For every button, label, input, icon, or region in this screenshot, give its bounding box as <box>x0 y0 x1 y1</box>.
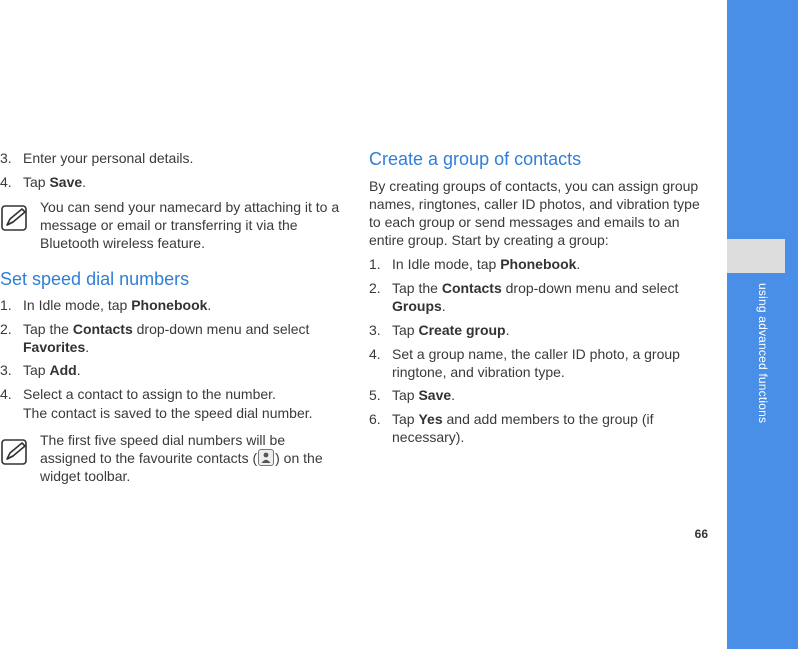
step-text: In Idle mode, tap Phonebook. <box>23 297 212 313</box>
step-text: Tap Save. <box>392 387 456 403</box>
step-text: Tap Create group. <box>392 322 510 338</box>
step-number: 3. <box>0 362 12 378</box>
section-heading: Create a group of contacts <box>369 149 582 169</box>
note-text: You can send your namecard by attaching it to a message or email or transferring it via the Bluetooth wireless feature. <box>40 199 340 251</box>
section-label: using advanced functions <box>756 283 770 424</box>
contacts-icon <box>258 449 274 466</box>
ui-term: Contacts <box>441 280 502 296</box>
note-pencil-icon <box>1 205 29 233</box>
step-text: Tap Yes and add members to the group (if necessary). <box>392 411 654 445</box>
ui-term: Groups <box>392 298 442 314</box>
step-number: 6. <box>369 411 381 427</box>
step-number: 4. <box>0 174 12 190</box>
step-result: The contact is saved to the speed dial number. <box>23 405 313 421</box>
note-text: The first five speed dial numbers will be assigned to the favourite contacts ( ) on the widget toolbar. <box>40 432 323 484</box>
step-text: Set a group name, the caller ID photo, a group ringtone, and vibration type. <box>392 346 680 380</box>
ui-term: Save <box>418 387 452 403</box>
ui-term: Contacts <box>72 321 133 337</box>
note-pencil-icon <box>1 439 29 467</box>
step-number: 2. <box>369 280 381 296</box>
step-number: 5. <box>369 387 381 403</box>
ui-term: Create group <box>418 322 506 338</box>
step-number: 3. <box>369 322 381 338</box>
step-number: 1. <box>0 297 12 313</box>
step-text: In Idle mode, tap Phonebook. <box>392 256 581 272</box>
step-text: Enter your personal details. <box>23 150 194 166</box>
ui-term: Yes <box>418 411 443 427</box>
step-number: 4. <box>369 346 381 362</box>
page-number: 66 <box>694 527 708 541</box>
ui-term: Save <box>49 174 83 190</box>
ui-term: Favorites <box>23 339 86 355</box>
ui-term: Phonebook <box>500 256 577 272</box>
step-text: Tap Save. <box>23 174 87 190</box>
step-number: 2. <box>0 321 12 337</box>
step-text: Tap Add. <box>23 362 81 378</box>
step-text: Tap the Contacts drop-down menu and select Favorites. <box>23 321 310 355</box>
step-text: Select a contact to assign to the number. <box>23 386 276 402</box>
ui-term: Phonebook <box>131 297 208 313</box>
section-heading: Set speed dial numbers <box>0 269 190 289</box>
section-tab <box>727 239 785 273</box>
ui-term: Add <box>49 362 77 378</box>
step-number: 1. <box>369 256 381 272</box>
step-number: 3. <box>0 150 12 166</box>
step-text: Tap the Contacts drop-down menu and select Groups. <box>392 280 679 314</box>
step-number: 4. <box>0 386 12 402</box>
intro-paragraph: By creating groups of contacts, you can assign group names, ringtones, caller ID photos, and vibration type to each group or send messages and emails to an entire group. Start by creating a group: <box>369 178 700 248</box>
